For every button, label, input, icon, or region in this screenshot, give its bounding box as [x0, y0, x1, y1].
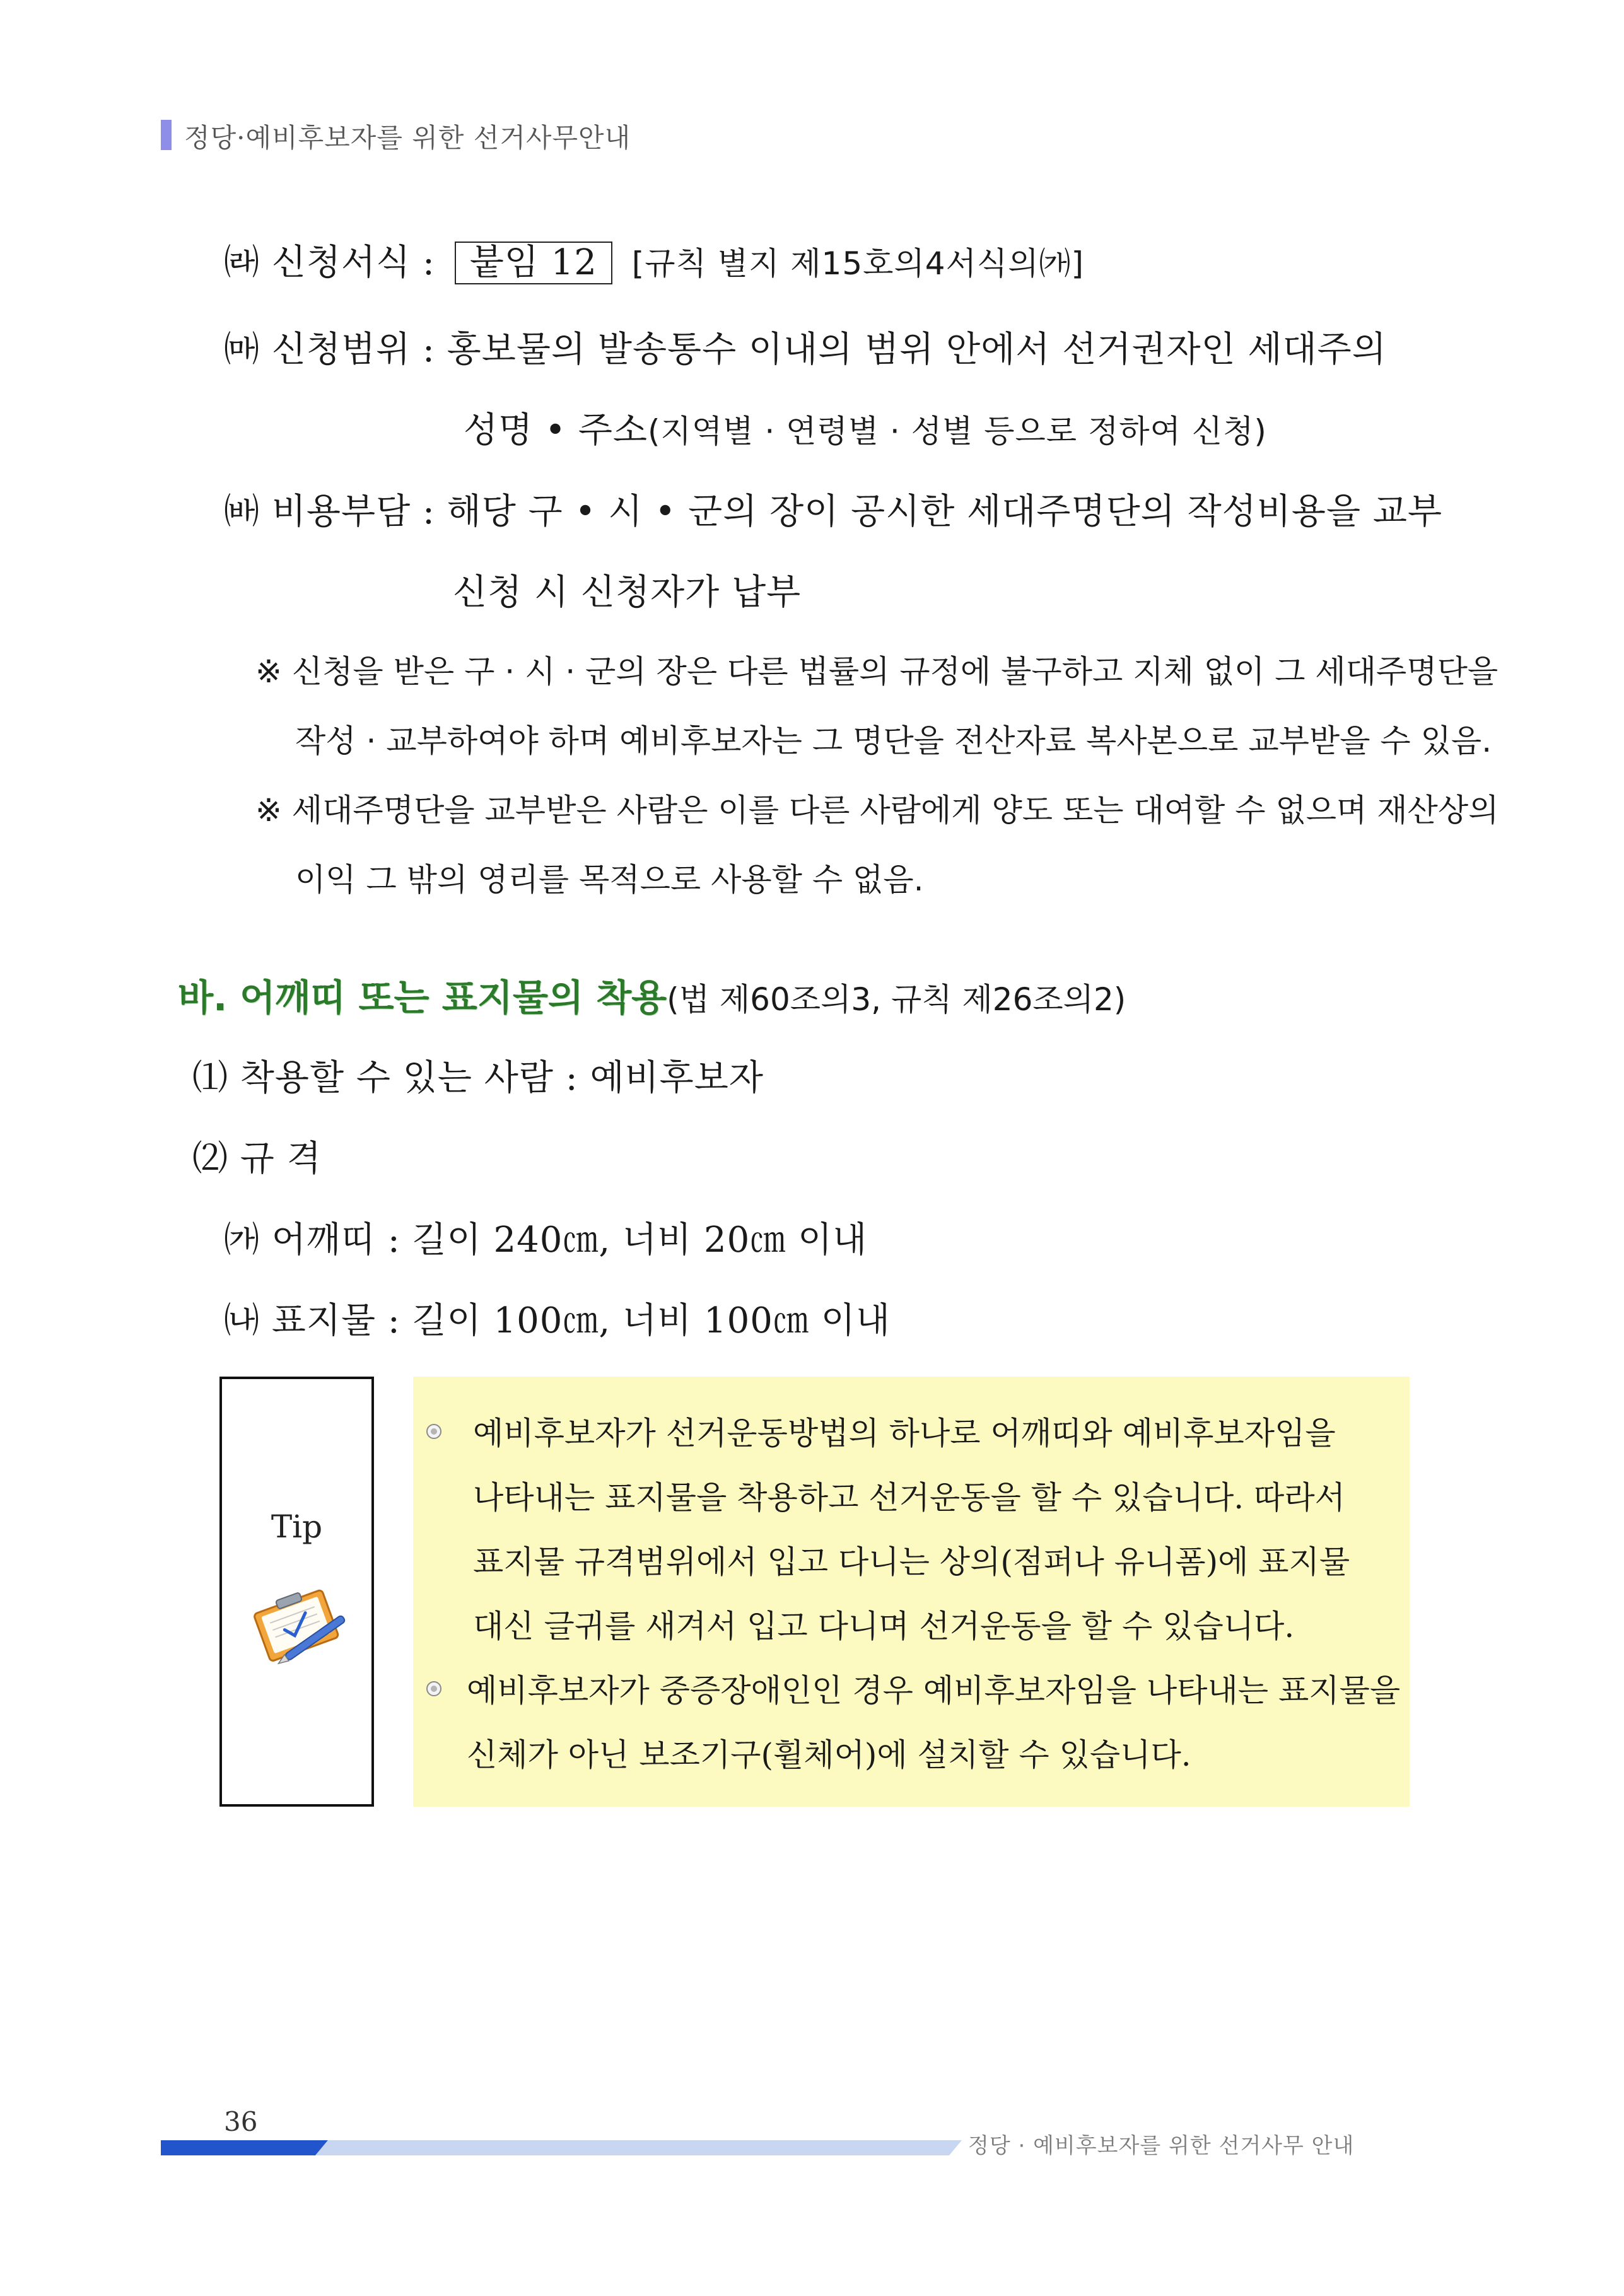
tip-bullet-1-line-1: 예비후보자가 선거운동방법의 하나로 어깨띠와 예비후보자임을 — [473, 1415, 1336, 1452]
section-sub-ga: ㈎ 어깨띠 : 길이 240㎝, 너비 20㎝ 이내 — [224, 1220, 868, 1261]
clipboard-pen-icon — [241, 1581, 354, 1669]
section-reference: (법 제60조의3, 규칙 제26조의2) — [667, 981, 1126, 1018]
footer-stripe — [161, 2140, 962, 2155]
note-mark: ※ — [255, 792, 282, 829]
tip-bullet-1-line-2: 나타내는 표지물을 착용하고 선거운동을 할 수 있습니다. 따라서 — [473, 1479, 1345, 1516]
item-ba-line2: 신청 시 신청자가 납부 — [453, 572, 802, 613]
tip-bullet-2-line-1: 예비후보자가 중증장애인인 경우 예비후보자임을 나타내는 표지물을 — [467, 1672, 1401, 1709]
item-ba-marker: ㈓ — [224, 491, 260, 532]
note-2 — [255, 785, 1498, 830]
tip-label: Tip — [271, 1508, 323, 1545]
item-ma-cont — [464, 402, 1267, 453]
item-ra-rule: [규칙 별지 제15호의4서식의㈎] — [631, 245, 1085, 282]
note-2-line2: 이익 그 밖의 영리를 목적으로 사용할 수 없음. — [295, 861, 924, 898]
form-reference-box: 붙임 12 — [455, 242, 612, 284]
section-item-2: ⑵ 규 격 — [192, 1138, 322, 1179]
page-number: 36 — [224, 2106, 258, 2137]
note-1 — [255, 646, 1498, 692]
item-ma-marker: ㈒ — [224, 329, 260, 370]
item-ba — [224, 484, 1442, 534]
item-ma-line2b: (지역별 · 연령별 · 성별 등으로 정하여 신청) — [648, 413, 1267, 450]
section-item-1: ⑴ 착용할 수 있는 사람 : 예비후보자 — [192, 1058, 764, 1098]
item-ma-line1: 신청범위 : 홍보물의 발송통수 이내의 범위 안에서 선거권자인 세대주의 — [271, 329, 1387, 370]
note-2-line1: 세대주명단을 교부받은 사람은 이를 다른 사람에게 양도 또는 대여할 수 없으며 재산상의 — [291, 792, 1499, 829]
note-1-line2: 작성 · 교부하여야 하며 예비후보자는 그 명단을 전산자료 복사본으로 교부받을 수 있음. — [295, 723, 1492, 759]
item-ra — [224, 235, 1084, 285]
running-header: 정당·예비후보자를 위한 선거사무안내 — [184, 122, 631, 153]
item-ra-label: 신청서식 : — [271, 242, 435, 283]
radio-bullet-icon — [426, 1423, 442, 1440]
radio-bullet-icon — [426, 1681, 442, 1697]
note-mark: ※ — [255, 653, 282, 690]
item-ra-marker: ㈑ — [224, 242, 260, 283]
section-sub-na: ㈏ 표지물 : 길이 100㎝, 너비 100㎝ 이내 — [224, 1300, 891, 1341]
tip-bullet-2-line-2: 신체가 아닌 보조기구(휠체어)에 설치할 수 있습니다. — [467, 1737, 1191, 1773]
tip-content-panel — [413, 1377, 1410, 1807]
item-ba-line1: 비용부담 : 해당 구 • 시 • 군의 장이 공시한 세대주명단의 작성비용을 교부 — [271, 491, 1443, 532]
header-accent-bar — [161, 120, 172, 150]
tip-bullet-1-line-3: 표지물 규격범위에서 입고 다니는 상의(점퍼나 유니폼)에 표지물 — [473, 1544, 1350, 1580]
section-title: 바. 어깨띠 또는 표지물의 착용 — [178, 976, 667, 1019]
tip-bullet-1-line-4: 대신 글귀를 새겨서 입고 다니며 선거운동을 할 수 있습니다. — [473, 1608, 1295, 1645]
footer-title: 정당 · 예비후보자를 위한 선거사무 안내 — [968, 2133, 1355, 2159]
note-1-line1: 신청을 받은 구 · 시 · 군의 장은 다른 법률의 규정에 불구하고 지체 없이 그 세대주명단을 — [291, 653, 1498, 690]
item-ma — [224, 322, 1387, 372]
tip-box — [219, 1377, 374, 1807]
item-ma-line2a: 성명 • 주소 — [464, 410, 648, 451]
section-heading — [178, 968, 1126, 1021]
